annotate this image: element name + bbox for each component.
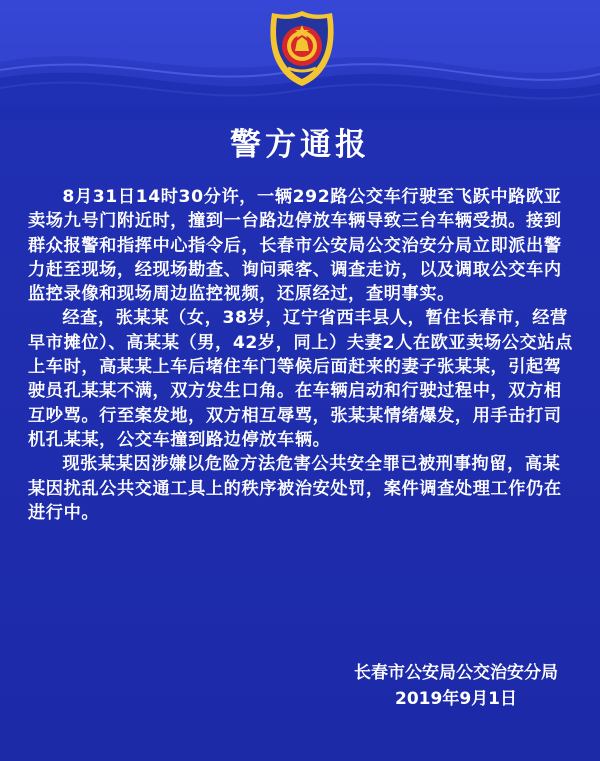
notice-paragraph-3: 现张某某因涉嫌以危险方法危害公共安全罪已被刑事拘留，高某某因扰乱公共交通工具上的秩序被治安处罚，案件调查处理工作仍在进行中。 (28, 454, 562, 523)
police-emblem-icon (266, 8, 338, 88)
notice-body (28, 185, 576, 525)
signature-issuer: 长春市公安局公交治安分局 (354, 663, 558, 683)
notice-title: 警方通报 (230, 127, 370, 163)
notice-signature (354, 660, 558, 712)
signature-date: 2019年9月1日 (395, 689, 517, 709)
notice-paragraph-2: 经查，张某某（女，38岁，辽宁省西丰县人，暂住长春市，经营早市摊位）、高某某（男，42岁，同上）夫妻2人在欧亚卖场公交站点上车时，高某某上车后堵住车门等候后面赶来的妻子张某某，引起驾驶员孔某某不满，双方发生口角。在车辆启动和行驶过程中，双方相互吵骂。行至案发地，双方相互辱骂，张某某情绪爆发，用手击打司机孔某某，公交车撞到路边停放车辆。 (28, 308, 573, 450)
notice-paragraph-1: 8月31日14时30分许，一辆292路公交车行驶至飞跃中路欧亚卖场九号门附近时，撞到一台路边停放车辆导致三台车辆受损。接到群众报警和指挥中心指令后，长春市公安局公交治安分局立即派出警力赶至现场，经现场勘查、询问乘客、调查走访，以及调取公交车内监控录像和现场周边监控视频，还原经过，查明事实。 (28, 187, 562, 305)
